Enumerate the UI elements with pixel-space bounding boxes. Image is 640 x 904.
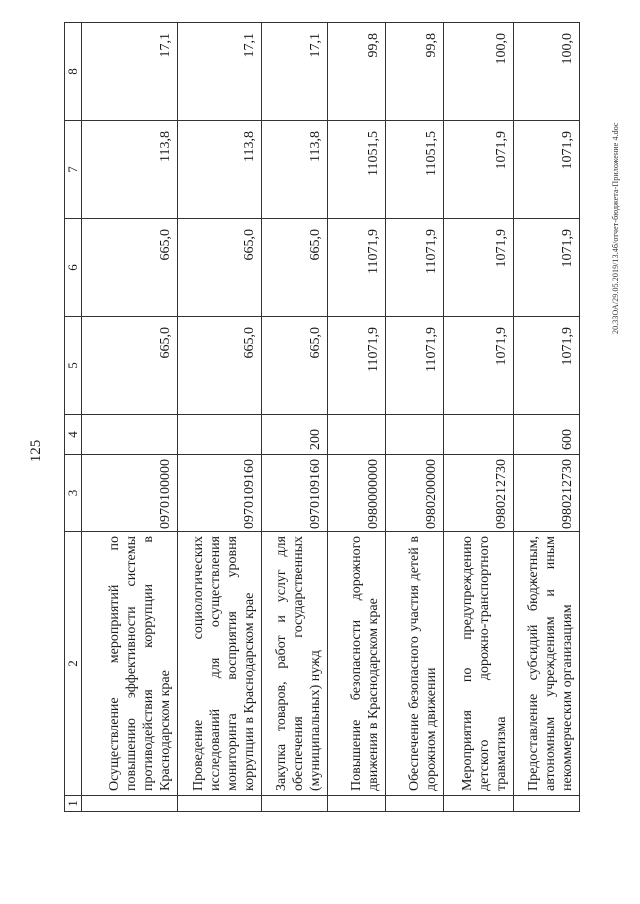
cell-v5: 11071,9 [386,317,444,415]
cell-name: Мероприятия по предупреждению детского дорожно-транспортного травматизма [444,532,514,796]
page-number: 125 [28,439,44,463]
table-header-row [65,23,82,812]
col-header: 1 [65,796,82,812]
cell-num [444,796,514,812]
cell-vr [386,415,444,455]
cell-v6: 11071,9 [386,219,444,317]
cell-vr [82,415,178,455]
cell-v6: 1071,9 [444,219,514,317]
cell-v6: 665,0 [262,219,328,317]
cell-v5: 665,0 [82,317,178,415]
cell-name: Закупка товаров, работ и услуг для обеспечения государственных (муниципальных) нужд [262,532,328,796]
cell-code: 0970109160 [262,455,328,532]
col-header: 3 [65,455,82,532]
cell-v5: 1071,9 [514,317,580,415]
cell-v8: 99,8 [386,23,444,121]
table-row [386,23,444,812]
cell-v8: 99,8 [328,23,386,121]
table-row [514,23,580,812]
col-header: 7 [65,121,82,219]
cell-v8: 100,0 [444,23,514,121]
cell-v5: 665,0 [262,317,328,415]
cell-code: 0970100000 [82,455,178,532]
cell-v6: 665,0 [82,219,178,317]
cell-vr [444,415,514,455]
cell-v7: 1071,9 [444,121,514,219]
cell-num [262,796,328,812]
cell-code: 0980212730 [514,455,580,532]
budget-table [64,22,580,812]
cell-v5: 665,0 [178,317,262,415]
cell-vr: 200 [262,415,328,455]
footer-file-note: 20.3ЗОА/29.05.2019/13.4б/отчет-бюджета-Приложение 4.doc [611,122,620,334]
cell-v6: 665,0 [178,219,262,317]
cell-num [328,796,386,812]
cell-v8: 17,1 [178,23,262,121]
cell-v8: 100,0 [514,23,580,121]
cell-v6: 11071,9 [328,219,386,317]
cell-v8: 17,1 [82,23,178,121]
col-header: 4 [65,415,82,455]
cell-v5: 11071,9 [328,317,386,415]
cell-v5: 1071,9 [444,317,514,415]
cell-code: 0980212730 [444,455,514,532]
cell-num [178,796,262,812]
cell-v8: 17,1 [262,23,328,121]
cell-vr [328,415,386,455]
cell-code: 0970109160 [178,455,262,532]
cell-name: Осуществление мероприятий по повышению эффективности системы противодействия коррупции в Краснодарском крае [82,532,178,796]
cell-v7: 1071,9 [514,121,580,219]
col-header: 5 [65,317,82,415]
cell-code: 0980000000 [328,455,386,532]
cell-name: Обеспечение безопасного участия детей в дорожном движении [386,532,444,796]
cell-name: Предоставление субсидий бюджетным, автономным учреждениям и иным некоммерческим организациям [514,532,580,796]
table-row [262,23,328,812]
cell-num [386,796,444,812]
cell-v7: 113,8 [82,121,178,219]
cell-v7: 113,8 [262,121,328,219]
table-row [178,23,262,812]
cell-name: Проведение социологических исследований для осуществления мониторинга восприятия уровня коррупции в Краснодарском крае [178,532,262,796]
cell-name: Повышение безопасности дорожного движения в Краснодарском крае [328,532,386,796]
col-header: 2 [65,532,82,796]
cell-num [82,796,178,812]
table-row [328,23,386,812]
cell-v7: 11051,5 [328,121,386,219]
col-header: 6 [65,219,82,317]
cell-vr: 600 [514,415,580,455]
cell-code: 0980200000 [386,455,444,532]
cell-v7: 11051,5 [386,121,444,219]
table-row [444,23,514,812]
cell-vr [178,415,262,455]
col-header: 8 [65,23,82,121]
cell-v7: 113,8 [178,121,262,219]
cell-v6: 1071,9 [514,219,580,317]
cell-num [514,796,580,812]
table-row [82,23,178,812]
